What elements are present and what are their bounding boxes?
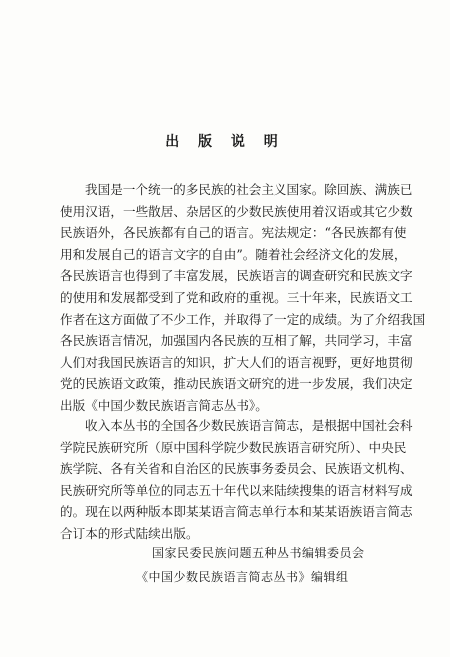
paragraph-line: 党的民族语文政策，推动民族语文研究的进一步发展，我们决定 — [60, 376, 413, 392]
paragraph-line: 各民族语言也得到了丰富发展，民族语言的调查研究和民族文字 — [60, 268, 413, 284]
paragraph-line: 使用汉语，一些散居、杂居区的少数民族使用着汉语或其它少数 — [60, 203, 413, 219]
signature-editorial-group: 《中国少数民族语言简志丛书》编辑组 — [136, 570, 349, 584]
paragraph-1 — [60, 179, 426, 417]
paragraph-line: 各民族语言情况，加强国内各民族的互相了解，共同学习，丰富 — [60, 333, 413, 349]
paragraph-line: 学院民族研究所（原中国科学院少数民族语言研究所）、中央民 — [60, 439, 407, 455]
paragraph-line: 民族语外，各民族都有自己的语言。宪法规定：“各民族都有使 — [60, 225, 407, 241]
paragraph-line: 的。现在以两种版本即某某语言简志单行本和某某语族语言简志 — [60, 504, 413, 520]
paragraph-line: 族学院、各有关省和自治区的民族事务委员会、民族语文机构、 — [60, 461, 413, 477]
page-title: 出 版 说 明 — [165, 134, 285, 150]
paragraph-line: 收入本丛书的全国各少数民族语言简志，是根据中国社会科 — [85, 418, 413, 433]
paragraph-line: 出版《中国少数民族语言简志丛书》。 — [60, 397, 268, 413]
paragraph-2 — [60, 415, 426, 545]
paragraph-line: 人们对我国民族语言的知识，扩大人们的语言视野，更好地贯彻 — [60, 354, 413, 370]
paragraph-line: 作者在这方面做了不少工作，并取得了一定的成绩。为了介绍我国 — [60, 311, 426, 327]
paragraph-line: 民族研究所等单位的同志五十年代以来陆续搜集的语言材料写成 — [60, 482, 413, 498]
paragraph-line: 合订本的形式陆续出版。 — [60, 525, 199, 541]
paragraph-line: 用和发展自己的语言文字的自由”。随着社会经济文化的发展， — [60, 246, 407, 262]
signature-committee: 国家民委民族问题五种丛书编辑委员会 — [152, 546, 365, 560]
paragraph-line: 的使用和发展都受到了党和政府的重视。三十年来，民族语文工 — [60, 289, 413, 305]
paragraph-line: 我国是一个统一的多民族的社会主义国家。除回族、满族已 — [85, 182, 413, 197]
